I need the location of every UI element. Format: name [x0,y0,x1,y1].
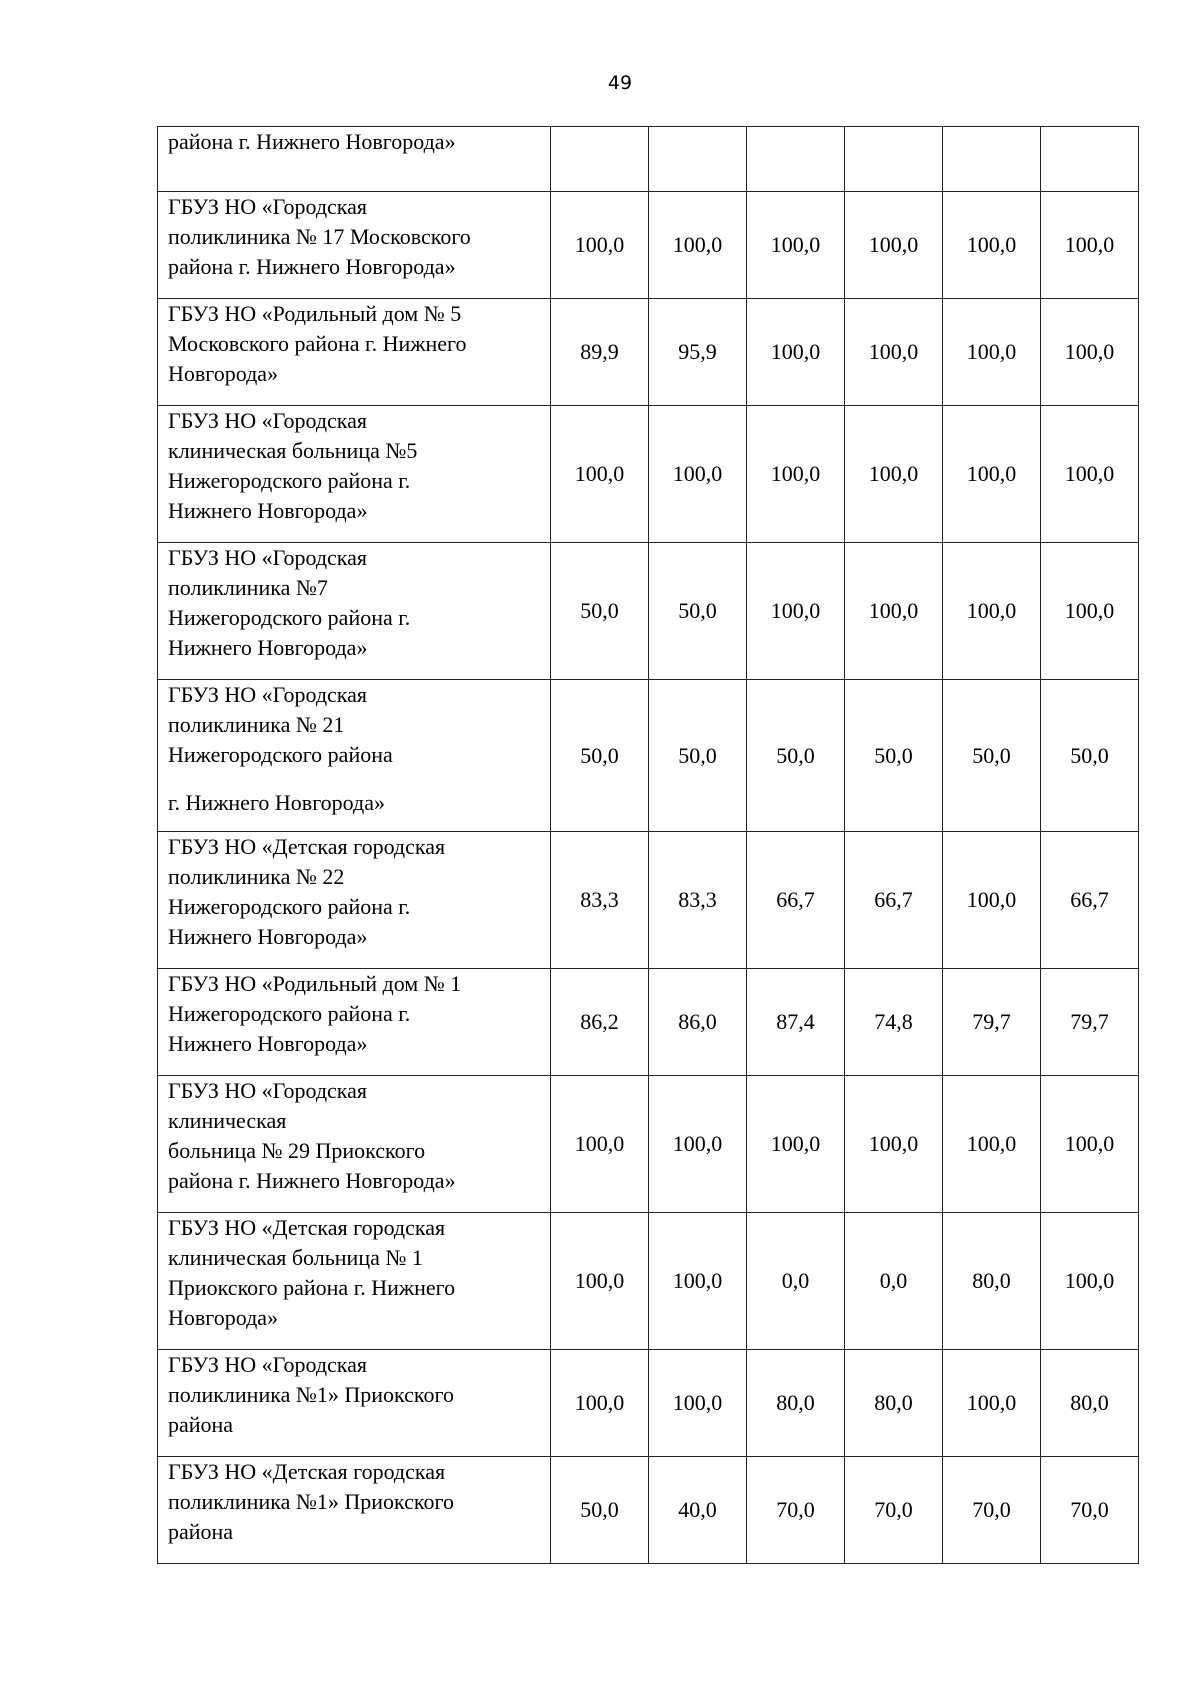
value-cell: 100,0 [551,1213,649,1350]
value-cell: 100,0 [649,1350,747,1457]
institution-name: ГБУЗ НО «Детская городская поликлиника № 22 Нижегородского района г. Нижнего Новгорода» [168,834,446,949]
value-cell: 100,0 [747,543,845,680]
value-cell: 80,0 [1041,1350,1139,1457]
value-cell: 100,0 [943,1350,1041,1457]
institution-name-cell [158,1350,551,1457]
value-cell: 74,8 [845,969,943,1076]
data-table [157,126,1139,1564]
value-cell: 50,0 [1041,680,1139,832]
institution-name-cell [158,127,551,192]
value-cell: 100,0 [649,406,747,543]
value-cell: 100,0 [1041,1213,1139,1350]
institution-name-cell [158,969,551,1076]
institution-name-cell [158,680,551,832]
institution-name-cell [158,299,551,406]
value-cell: 100,0 [1041,543,1139,680]
institution-name: ГБУЗ НО «Городская клиническая больница №5 Нижегородского района г. Нижнего Новгорода» [168,408,418,523]
institution-name: ГБУЗ НО «Родильный дом № 5 Московского района г. Нижнего Новгорода» [168,301,467,386]
institution-name: ГБУЗ НО «Городская поликлиника № 21 Нижегородского района [168,682,393,767]
value-cell: 66,7 [1041,832,1139,969]
value-cell: 80,0 [845,1350,943,1457]
value-cell: 50,0 [845,680,943,832]
institution-name-cell [158,1457,551,1564]
institution-name: ГБУЗ НО «Городская клиническая больница № 29 Приокского района г. Нижнего Новгорода» [168,1078,456,1193]
value-cell [845,127,943,192]
table-row [158,299,1139,406]
value-cell: 100,0 [649,192,747,299]
value-cell: 100,0 [943,406,1041,543]
value-cell: 100,0 [845,1076,943,1213]
table-row [158,1350,1139,1457]
table-row [158,1213,1139,1350]
institution-name: ГБУЗ НО «Городская поликлиника №7 Нижегородского района г. Нижнего Новгорода» [168,545,411,660]
value-cell: 50,0 [551,543,649,680]
institution-name: ГБУЗ НО «Родильный дом № 1 Нижегородского района г. Нижнего Новгорода» [168,971,462,1056]
value-cell [747,127,845,192]
value-cell: 66,7 [845,832,943,969]
institution-name-cell [158,1213,551,1350]
value-cell [551,127,649,192]
value-cell: 100,0 [943,299,1041,406]
institution-name: ГБУЗ НО «Городская поликлиника №1» Приокского района [168,1352,454,1437]
value-cell: 100,0 [551,406,649,543]
value-cell: 83,3 [649,832,747,969]
value-cell: 100,0 [943,832,1041,969]
value-cell: 100,0 [1041,1076,1139,1213]
value-cell: 100,0 [1041,299,1139,406]
table-row [158,127,1139,192]
institution-name: района г. Нижнего Новгорода» [168,129,456,154]
value-cell: 83,3 [551,832,649,969]
table-row [158,543,1139,680]
value-cell: 70,0 [943,1457,1041,1564]
value-cell: 79,7 [1041,969,1139,1076]
page-number: 49 [607,72,633,94]
value-cell: 100,0 [551,1350,649,1457]
value-cell: 100,0 [1041,406,1139,543]
value-cell: 100,0 [649,1076,747,1213]
value-cell: 100,0 [649,1213,747,1350]
value-cell: 100,0 [845,543,943,680]
value-cell: 100,0 [943,1076,1041,1213]
value-cell: 100,0 [845,192,943,299]
table-row [158,1076,1139,1213]
institution-name: ГБУЗ НО «Детская городская клиническая больница № 1 Приокского района г. Нижнего Новгорода» [168,1215,456,1330]
value-cell: 50,0 [649,680,747,832]
value-cell: 79,7 [943,969,1041,1076]
institution-name-cell [158,543,551,680]
value-cell: 100,0 [845,299,943,406]
value-cell: 70,0 [747,1457,845,1564]
table-row [158,969,1139,1076]
institution-name: ГБУЗ НО «Городская поликлиника № 17 Московского района г. Нижнего Новгорода» [168,194,471,279]
value-cell: 50,0 [551,1457,649,1564]
value-cell: 66,7 [747,832,845,969]
value-cell [943,127,1041,192]
value-cell: 80,0 [747,1350,845,1457]
value-cell: 80,0 [943,1213,1041,1350]
value-cell: 89,9 [551,299,649,406]
table-row [158,832,1139,969]
paragraph-gap [168,770,542,788]
value-cell: 100,0 [747,299,845,406]
value-cell: 40,0 [649,1457,747,1564]
value-cell: 50,0 [747,680,845,832]
value-cell: 100,0 [747,406,845,543]
value-cell: 95,9 [649,299,747,406]
value-cell: 100,0 [845,406,943,543]
value-cell: 50,0 [649,543,747,680]
table-row [158,406,1139,543]
value-cell: 50,0 [943,680,1041,832]
value-cell: 50,0 [551,680,649,832]
table-row [158,192,1139,299]
institution-name: ГБУЗ НО «Детская городская поликлиника №1» Приокского района [168,1459,454,1544]
table-row [158,1457,1139,1564]
institution-name-cell [158,192,551,299]
value-cell: 100,0 [943,192,1041,299]
institution-name-cell [158,1076,551,1213]
value-cell: 86,2 [551,969,649,1076]
value-cell [1041,127,1139,192]
value-cell: 87,4 [747,969,845,1076]
institution-name-cell [158,406,551,543]
value-cell: 70,0 [845,1457,943,1564]
value-cell: 100,0 [551,1076,649,1213]
value-cell: 0,0 [845,1213,943,1350]
value-cell: 0,0 [747,1213,845,1350]
value-cell: 100,0 [1041,192,1139,299]
value-cell: 100,0 [551,192,649,299]
value-cell: 86,0 [649,969,747,1076]
table-row [158,680,1139,832]
institution-name-cell [158,832,551,969]
table-body [158,127,1139,1564]
value-cell: 100,0 [747,1076,845,1213]
value-cell: 100,0 [943,543,1041,680]
value-cell [649,127,747,192]
value-cell: 100,0 [747,192,845,299]
value-cell: 70,0 [1041,1457,1139,1564]
institution-name-continuation: г. Нижнего Новгорода» [168,790,385,815]
